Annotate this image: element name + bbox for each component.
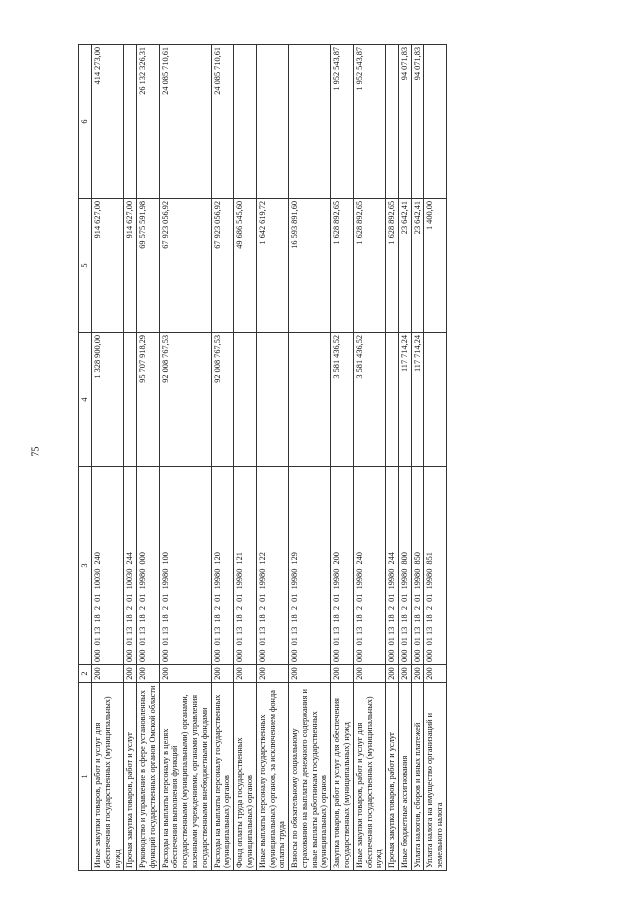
table-row xyxy=(331,45,354,871)
row-classification-code: 000 01 13 18 2 01 19980 851 xyxy=(424,467,447,665)
row-value-6 xyxy=(234,45,257,199)
row-classification-code: 000 01 13 18 2 01 10030 240 xyxy=(92,467,124,665)
header-col-1: 1 xyxy=(79,683,92,871)
row-name: Иные бюджетные ассигнования xyxy=(398,683,411,871)
row-col2: 200 xyxy=(137,665,160,683)
row-classification-code: 000 01 13 18 2 01 19980 240 xyxy=(353,467,385,665)
row-value-6: 24 085 710,61 xyxy=(159,45,211,199)
row-name: Прочая закупка товаров, работ и услуг xyxy=(386,683,399,871)
row-classification-code: 000 01 13 18 2 01 19980 000 xyxy=(137,467,160,665)
row-value-4 xyxy=(234,333,257,467)
row-value-5: 914 627,00 xyxy=(92,199,124,333)
table-row xyxy=(211,45,234,871)
row-classification-code: 000 01 13 18 2 01 19980 122 xyxy=(256,467,288,665)
row-value-4: 117 714,24 xyxy=(398,333,411,467)
row-value-5: 69 575 591,98 xyxy=(137,199,160,333)
row-value-5: 67 923 056,92 xyxy=(159,199,211,333)
table-row xyxy=(137,45,160,871)
rotated-page-content xyxy=(78,45,562,871)
row-name: Руководство и управление в сфере установленных функций государственных органов Омской области xyxy=(137,683,160,871)
row-value-4: 92 008 767,53 xyxy=(159,333,211,467)
row-col2: 200 xyxy=(331,665,354,683)
table-row xyxy=(424,45,447,871)
row-value-4: 3 581 436,52 xyxy=(353,333,385,467)
row-value-6: 414 273,00 xyxy=(92,45,124,199)
row-classification-code: 000 01 13 18 2 01 19980 100 xyxy=(159,467,211,665)
row-value-5: 1 400,00 xyxy=(424,199,447,333)
row-value-6: 94 071,83 xyxy=(411,45,424,199)
row-value-5: 914 627,00 xyxy=(124,199,137,333)
row-value-4: 92 008 767,53 xyxy=(211,333,234,467)
row-value-4 xyxy=(124,333,137,467)
row-classification-code: 000 01 13 18 2 01 19980 244 xyxy=(386,467,399,665)
row-col2: 200 xyxy=(159,665,211,683)
row-value-4 xyxy=(256,333,288,467)
row-value-6: 94 071,83 xyxy=(398,45,411,199)
budget-table xyxy=(78,44,447,871)
row-col2: 200 xyxy=(398,665,411,683)
row-classification-code: 000 01 13 18 2 01 19980 800 xyxy=(398,467,411,665)
table-row xyxy=(386,45,399,871)
row-value-4: 95 707 918,29 xyxy=(137,333,160,467)
row-col2: 200 xyxy=(124,665,137,683)
row-classification-code: 000 01 13 18 2 01 19980 200 xyxy=(331,467,354,665)
row-name: Расходы на выплаты персоналу в целях обеспечения выполнения функций государственными (муниципальными) органами, казенными учреждениями, органами управления государственными внебюджетными фондами xyxy=(159,683,211,871)
row-value-4: 117 714,24 xyxy=(411,333,424,467)
row-col2: 200 xyxy=(211,665,234,683)
row-name: Иные выплаты персоналу государственных (муниципальных) органов, за исключением фонда оплаты труда xyxy=(256,683,288,871)
row-name: Взносы по обязательному социальному страхованию на выплаты денежного содержания и иные выплаты работникам государственных (муниципальных) органов xyxy=(289,683,331,871)
row-value-5: 1 628 892,65 xyxy=(386,199,399,333)
row-name: Уплата налогов, сборов и иных платежей xyxy=(411,683,424,871)
header-col-3: 3 xyxy=(79,467,92,665)
row-classification-code: 000 01 13 18 2 01 19980 129 xyxy=(289,467,331,665)
table-row xyxy=(411,45,424,871)
row-col2: 200 xyxy=(289,665,331,683)
header-col-4: 4 xyxy=(79,333,92,467)
row-value-5: 67 923 056,92 xyxy=(211,199,234,333)
row-value-5: 49 686 545,60 xyxy=(234,199,257,333)
row-value-5: 23 642,41 xyxy=(411,199,424,333)
row-col2: 200 xyxy=(234,665,257,683)
row-name: Прочая закупка товаров, работ и услуг xyxy=(124,683,137,871)
table-row xyxy=(256,45,288,871)
row-name: Закупка товаров, работ и услуг для обеспечения государственных (муниципальных) нужд xyxy=(331,683,354,871)
row-col2: 200 xyxy=(92,665,124,683)
row-col2: 200 xyxy=(386,665,399,683)
row-value-5: 1 628 892,65 xyxy=(331,199,354,333)
row-value-6: 1 952 543,87 xyxy=(353,45,385,199)
row-name: Иные закупки товаров, работ и услуг для обеспечения государственных (муниципальных) нужд xyxy=(353,683,385,871)
row-classification-code: 000 01 13 18 2 01 19980 120 xyxy=(211,467,234,665)
page-number: 75 xyxy=(30,446,42,457)
row-col2: 200 xyxy=(424,665,447,683)
row-classification-code: 000 01 13 18 2 01 19980 850 xyxy=(411,467,424,665)
row-value-4 xyxy=(289,333,331,467)
table-row xyxy=(353,45,385,871)
header-col-2: 2 xyxy=(79,665,92,683)
row-value-6 xyxy=(256,45,288,199)
row-value-6 xyxy=(386,45,399,199)
row-col2: 200 xyxy=(411,665,424,683)
row-name: Расходы на выплаты персоналу государственных (муниципальных) органов xyxy=(211,683,234,871)
table-row xyxy=(159,45,211,871)
table-row xyxy=(124,45,137,871)
row-value-4 xyxy=(386,333,399,467)
header-col-6: 6 xyxy=(79,45,92,199)
row-classification-code: 000 01 13 18 2 01 10030 244 xyxy=(124,467,137,665)
table-header-row xyxy=(79,45,92,871)
row-value-5: 1 642 619,72 xyxy=(256,199,288,333)
row-name: Иные закупки товаров, работ и услуг для обеспечения государственных (муниципальных) нужд xyxy=(92,683,124,871)
header-col-5: 5 xyxy=(79,199,92,333)
row-value-4: 3 581 436,52 xyxy=(331,333,354,467)
row-value-6 xyxy=(289,45,331,199)
row-value-6 xyxy=(124,45,137,199)
table-row xyxy=(289,45,331,871)
table-row xyxy=(234,45,257,871)
row-name: Уплата налога на имущество организаций и земельного налога xyxy=(424,683,447,871)
row-classification-code: 000 01 13 18 2 01 19980 121 xyxy=(234,467,257,665)
row-value-6: 26 132 326,31 xyxy=(137,45,160,199)
row-value-4: 1 328 900,00 xyxy=(92,333,124,467)
table-row xyxy=(92,45,124,871)
row-value-5: 23 642,41 xyxy=(398,199,411,333)
row-col2: 200 xyxy=(353,665,385,683)
row-value-5: 16 593 891,60 xyxy=(289,199,331,333)
table-row xyxy=(398,45,411,871)
row-value-6: 1 952 543,87 xyxy=(331,45,354,199)
row-col2: 200 xyxy=(256,665,288,683)
row-name: Фонд оплаты труда государственных (муниципальных) органов xyxy=(234,683,257,871)
row-value-5: 1 628 892,65 xyxy=(353,199,385,333)
row-value-4 xyxy=(424,333,447,467)
row-value-6 xyxy=(424,45,447,199)
row-value-6: 24 085 710,61 xyxy=(211,45,234,199)
